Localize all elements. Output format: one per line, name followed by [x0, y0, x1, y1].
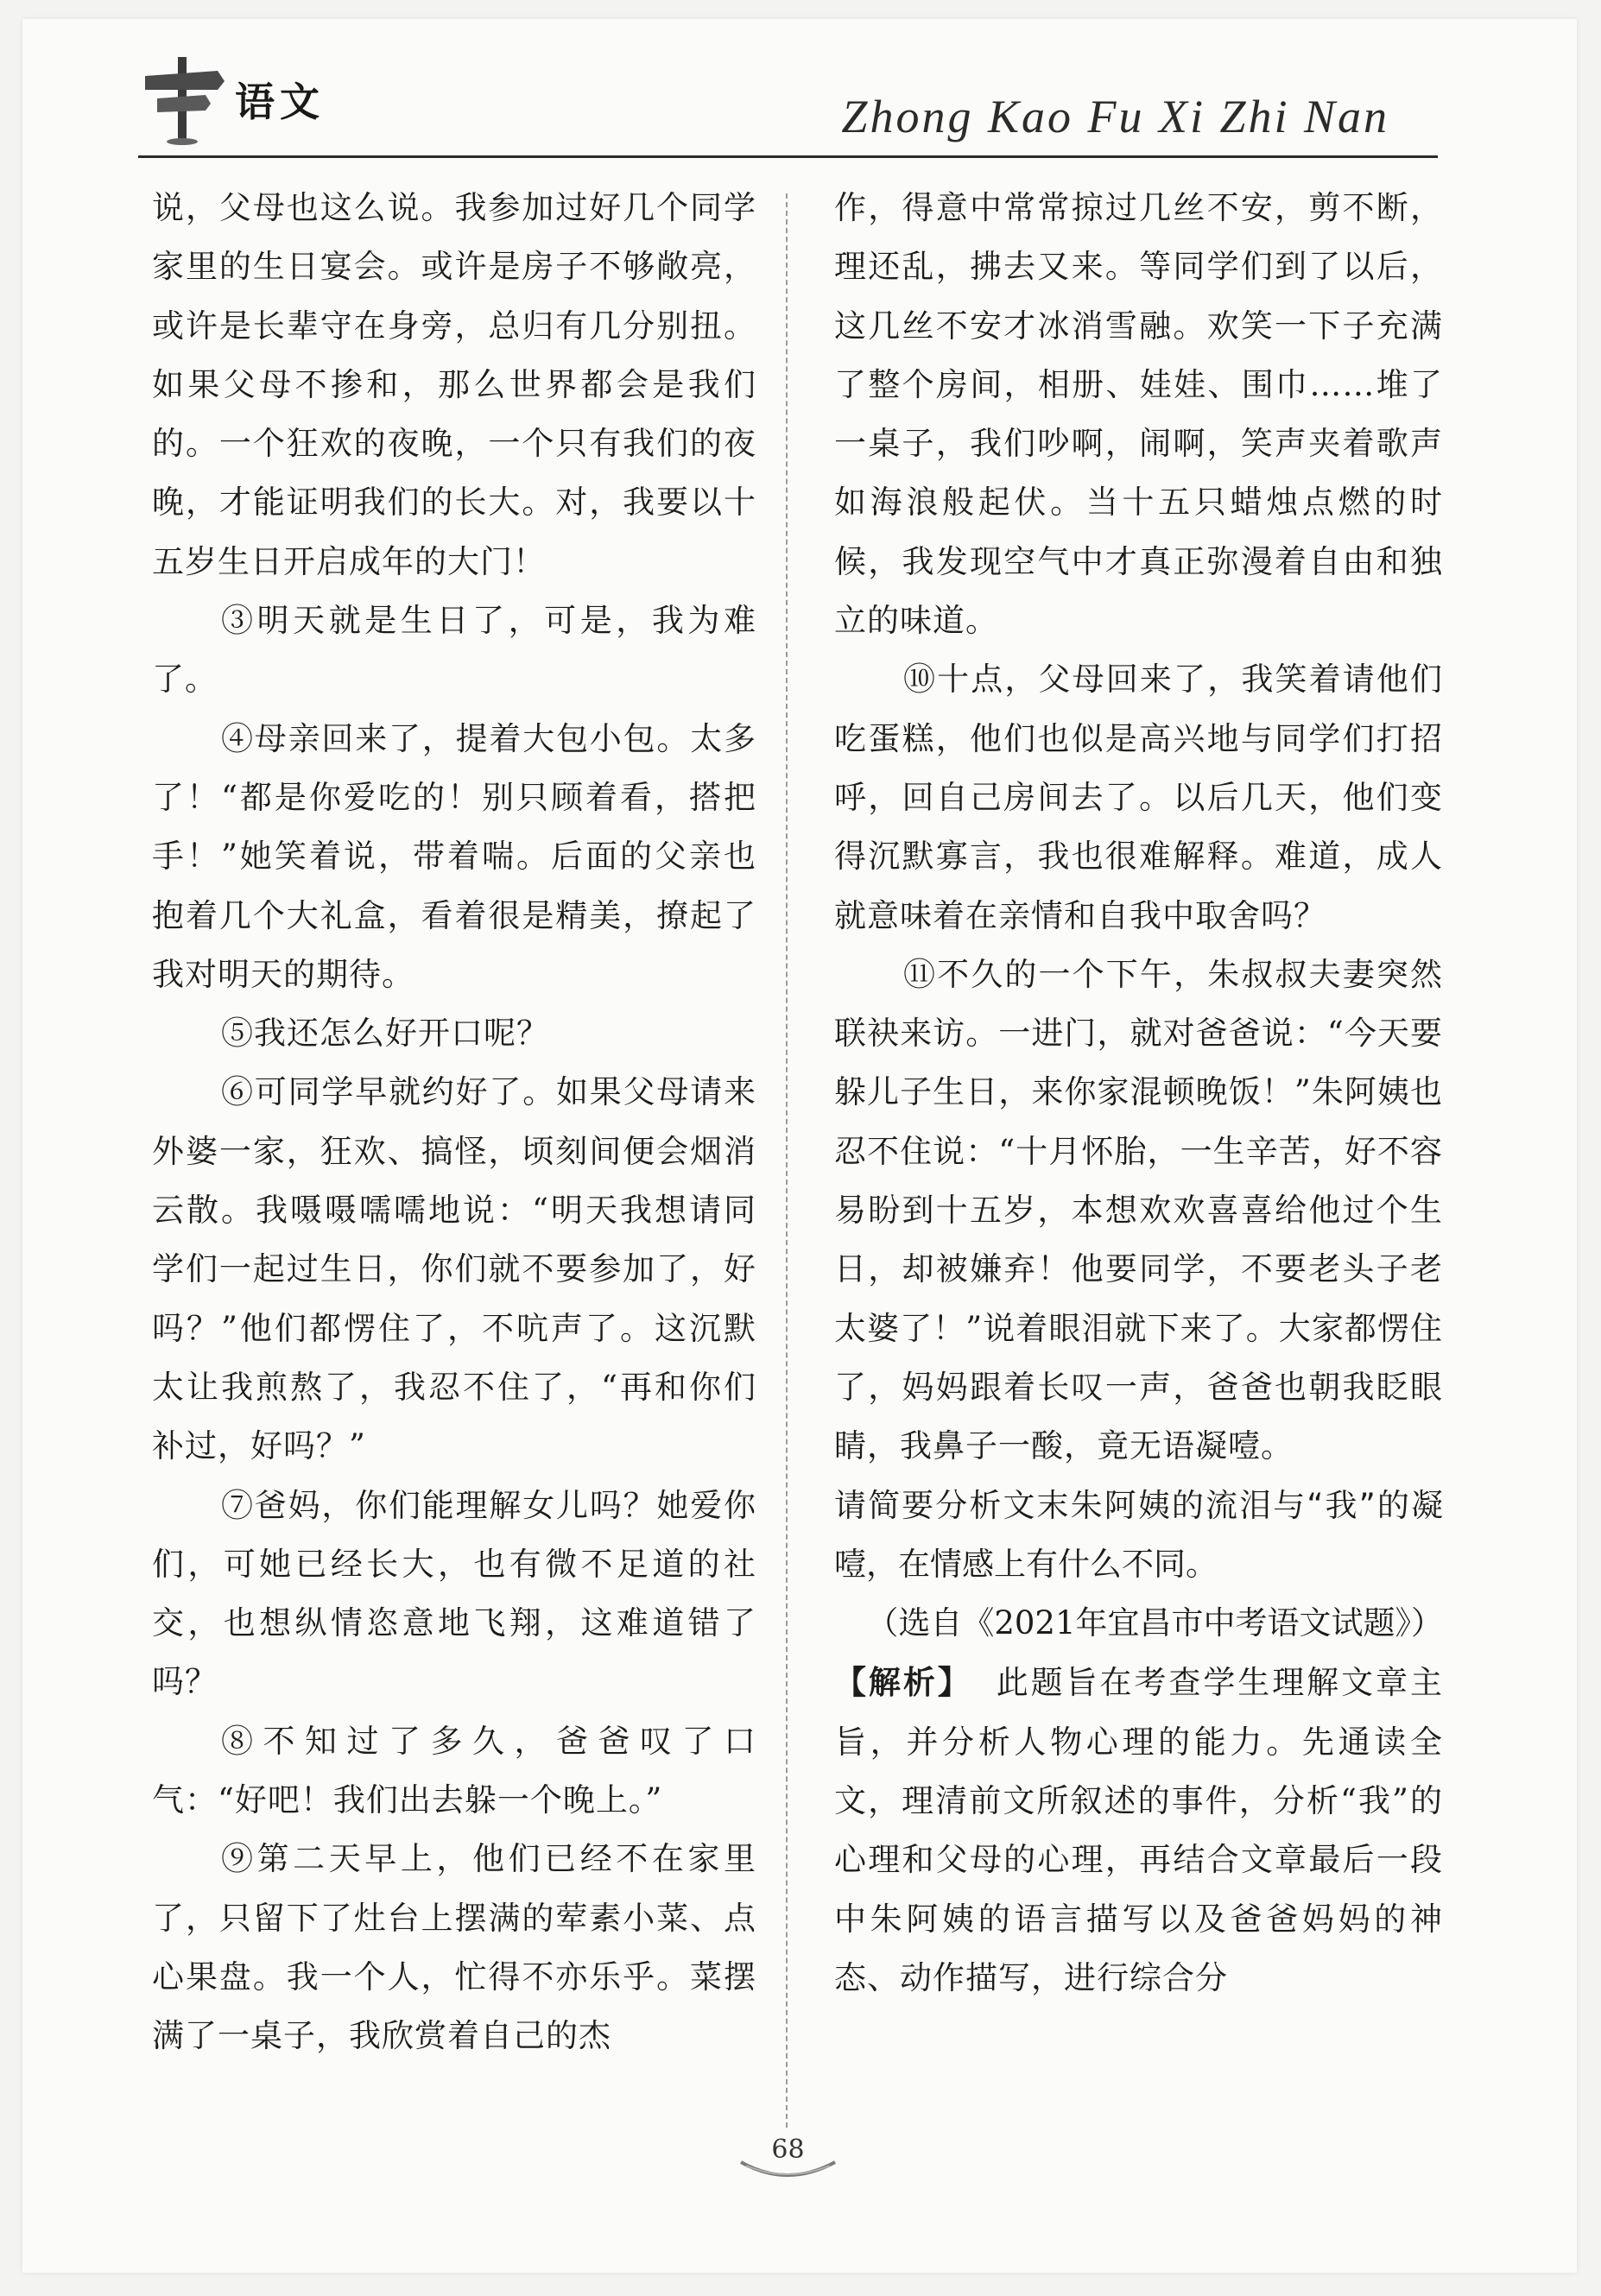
paragraph: ③明天就是生日了，可是，我为难了。 [152, 602, 756, 699]
source-citation: （选自《2021年宜昌市中考语文试题》） [866, 1604, 1443, 1642]
signpost-logo-icon [138, 52, 233, 147]
page-footer [734, 2124, 842, 2185]
analysis-tag: 【解析】 [834, 1663, 972, 1702]
column-divider [786, 193, 788, 2128]
paragraph: ⑦爸妈，你们能理解女儿吗？她爱你们，可她已经长大，也有微不足道的社交，也想纵情恣意地飞翔，这难道错了吗？ [152, 1486, 756, 1701]
paragraph: ④母亲回来了，提着大包小包。太多了！“都是你爱吃的！别只顾着看，搭把手！”她笑着说，带着喘。后面的父亲也抱着几个大礼盒，看着很是精美，撩起了我对明天的期待。 [152, 719, 756, 993]
page-header [138, 52, 1438, 158]
paragraph: ⑨第二天早上，他们已经不在家里了，只留下了灶台上摆满的荤素小菜、点心果盘。我一个人，忙得不亦乐乎。菜摆满了一桌子，我欣赏着自己的杰 [152, 1840, 756, 2055]
paragraph: ⑥可同学早就约好了。如果父母请来外婆一家，狂欢、搞怪，顷刻间便会烟消云散。我嗫嗫嚅嚅地说：“明天我想请同学们一起过生日，你们就不要参加了，好吗？”他们都愣住了，不吭声了。这沉默太让我煎熬了，我忍不住了，“再和你们补过，好吗？” [152, 1073, 756, 1465]
header-title: Zhong Kao Fu Xi Zhi Nan [841, 91, 1389, 142]
question-text: 请简要分析文末朱阿姨的流泪与“我”的凝噎，在情感上有什么不同。 [834, 1486, 1443, 1583]
page-number: 68 [771, 2135, 805, 2165]
analysis-text: 此题旨在考查学生理解文章主旨，并分析人物心理的能力。先通读全文，理清前文所叙述的事件，分析“我”的心理和父母的心理，再结合文章最后一段中朱阿姨的语言描写以及爸爸妈妈的神态、动作描写，进行综合分 [834, 1664, 1443, 1996]
analysis-paragraph [834, 1653, 1443, 2008]
paragraph: ⑧不知过了多久，爸爸叹了口气：“好吧！我们出去躲一个晚上。” [152, 1722, 756, 1819]
paragraph: ⑤我还怎么好开口呢？ [221, 1015, 549, 1053]
header-subject: 语文 [235, 79, 325, 125]
paragraph: ⑪不久的一个下午，朱叔叔夫妻突然联袂来访。一进门，就对爸爸说：“今天要躲儿子生日，来你家混顿晚饭！”朱阿姨也忍不住说：“十月怀胎，一生辛苦，好不容易盼到十五岁，本想欢欢喜喜给他过个生日，却被嫌弃！他要同学，不要老头子老太婆了！”说着眼泪就下来了。大家都愣住了，妈妈跟着长叹一声，爸爸也朝我眨眼睛，我鼻子一酸，竟无语凝噎。 [834, 955, 1443, 1465]
paragraph: ⑩十点，父母回来了，我笑着请他们吃蛋糕，他们也似是高兴地与同学们打招呼，回自己房间去了。以后几天，他们变得沉默寡言，我也很难解释。难道，成人就意味着在亲情和自我中取舍吗？ [834, 661, 1443, 934]
right-column [834, 179, 1443, 2008]
paragraph: 说，父母也这么说。我参加过好几个同学家里的生日宴会。或许是房子不够敞亮，或许是长辈守在身旁，总归有几分别扭。如果父母不掺和，那么世界都会是我们的。一个狂欢的夜晚，一个只有我们的夜晚，才能证明我们的长大。对，我要以十五岁生日开启成年的大门！ [152, 189, 756, 580]
left-column [152, 179, 756, 2066]
paragraph: 作，得意中常常掠过几丝不安，剪不断，理还乱，拂去又来。等同学们到了以后，这几丝不安才冰消雪融。欢笑一下子充满了整个房间，相册、娃娃、围巾……堆了一桌子，我们吵啊，闹啊，笑声夹着歌声如海浪般起伏。当十五只蜡烛点燃的时候，我发现空气中才真正弥漫着自由和独立的味道。 [834, 189, 1443, 640]
